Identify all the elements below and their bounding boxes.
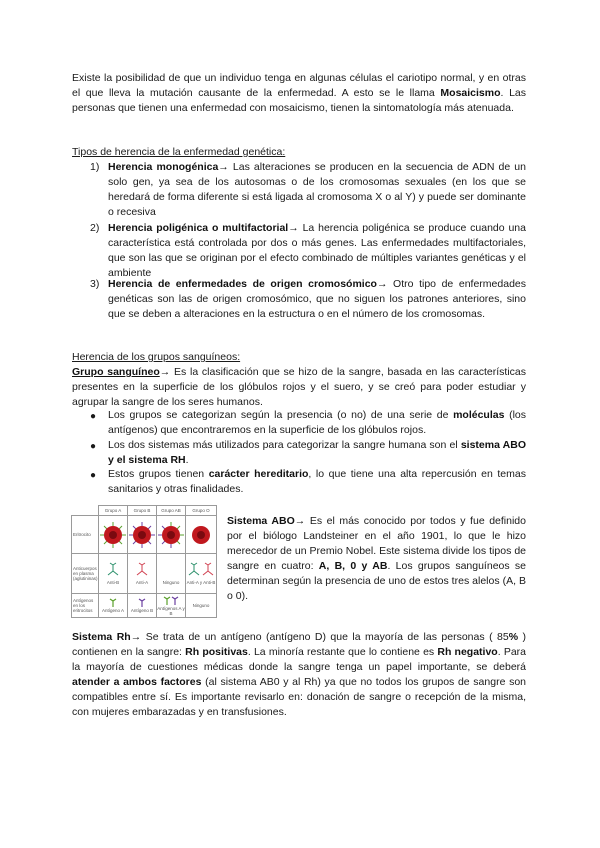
bullet-text-end: . bbox=[185, 454, 189, 466]
item-number: 2) bbox=[90, 222, 100, 234]
abo-term: Sistema ABO bbox=[227, 515, 295, 527]
rh-paragraph bbox=[72, 630, 526, 720]
abo-text: Es el más conocido por todos y fue definido por el biólogo Landsteiner en el año 1901, lo que le hizo merecedor de un Premio Nobel. Este sistema divide los tipos de sangre en cuatro: bbox=[227, 515, 526, 572]
list-item-cromosomico bbox=[108, 277, 526, 322]
cell-label: Antígenos A y B bbox=[157, 605, 185, 616]
antibody-anti-b-icon bbox=[102, 562, 124, 580]
rh-text: ) contienen en la sangre: bbox=[72, 631, 526, 658]
arrow-icon: → bbox=[294, 515, 306, 527]
erythrocyte-cell bbox=[186, 516, 217, 554]
list-item-monogenica bbox=[108, 160, 526, 220]
table-row bbox=[72, 594, 217, 618]
cell-label: Anti-B bbox=[106, 580, 120, 585]
table-header: Grupo B bbox=[128, 506, 157, 516]
rh-text: Se trata de un antígeno (antígeno D) que la mayoría de las personas ( 85 bbox=[141, 631, 509, 643]
empty-space bbox=[157, 562, 185, 580]
table-row bbox=[72, 554, 217, 594]
intro-paragraph bbox=[72, 71, 526, 116]
antigen-a-icon bbox=[108, 598, 118, 608]
antibody-anti-a-icon bbox=[131, 562, 153, 580]
bullet-term: moléculas bbox=[453, 409, 505, 421]
rh-ambos-factores: atender a ambos factores bbox=[72, 676, 202, 688]
erythrocyte-ab-icon bbox=[157, 521, 185, 549]
bullet-item bbox=[108, 408, 526, 438]
table-header: Grupo AB bbox=[157, 506, 186, 516]
tipos-heading: Tipos de herencia de la enfermedad genética: bbox=[72, 146, 286, 158]
rh-text: . Para la mayoría de cuestiones médicas donde la sangre tenga un papel importante, se deberá bbox=[72, 646, 526, 673]
table-header-row bbox=[72, 506, 217, 516]
antibody-cell bbox=[99, 554, 128, 594]
arrow-icon: → bbox=[288, 222, 299, 234]
rh-positive: Rh positivas bbox=[185, 646, 248, 658]
rh-term: Sistema Rh bbox=[72, 631, 131, 643]
item-text: Otro tipo de enfermedades genéticas son las de origen cromosómico, que no siguen los patrones anteriores, sino que se deben a alteraciones en la estructura o en el número de los cromosomas. bbox=[108, 278, 526, 320]
antibody-cell bbox=[128, 554, 157, 594]
bullet-icon: ● bbox=[90, 470, 97, 481]
rh-text-end: (al sistema AB0 y al Rh) ya que no todos los grupos de sangre son compatibles entre sí. Es importante revisarlo en: donación de sangre o recepción de la misma, con mujeres embarazadas y en transfusiones. bbox=[72, 676, 526, 718]
antigen-cell bbox=[186, 594, 217, 618]
antigen-ab-icon bbox=[162, 596, 180, 606]
grupos-paragraph bbox=[72, 365, 526, 410]
bullet-term: carácter hereditario bbox=[208, 468, 309, 480]
item-number: 3) bbox=[90, 278, 100, 290]
cell-label: Ninguno bbox=[192, 603, 210, 608]
erythrocyte-o-icon bbox=[187, 521, 215, 549]
abo-groups: A, B, 0 y AB bbox=[318, 560, 388, 572]
abo-text-end: . Los grupos sanguíneos se determinan según la presencia de uno de estos tres alelos (A, B o 0). bbox=[227, 560, 527, 602]
erythrocyte-a-icon bbox=[99, 521, 127, 549]
rh-text: . La minoría restante que lo contiene es bbox=[247, 646, 438, 658]
bullet-text-end: (los antígenos) que encontraremos en la superficie de los glóbulos rojos. bbox=[108, 409, 526, 436]
intro-text-end: . Las personas que tienen una enfermedad con mosaicismo, tienen la sintomatología más atenuada. bbox=[72, 87, 526, 114]
erythrocyte-cell bbox=[128, 516, 157, 554]
table-header: Grupo A bbox=[99, 506, 128, 516]
erythrocyte-cell bbox=[157, 516, 186, 554]
arrow-icon: → bbox=[218, 161, 229, 173]
row-label: Anticuerpos en plasma (aglutininas) bbox=[72, 554, 99, 594]
item-text: La herencia poligénica se produce cuando una característica está controlada por dos o más genes. Las enfermedades multifactoriales, que son las que se originan por el efecto combinado de múltiples variantes genéticas y el ambiente bbox=[108, 222, 526, 279]
rh-percent: % bbox=[508, 631, 519, 643]
mosaicismo-term: Mosaicismo bbox=[440, 87, 501, 99]
antigen-cell bbox=[128, 594, 157, 618]
item-term: Herencia poligénica o multifactorial bbox=[108, 222, 289, 234]
bullet-term: sistema ABO y el sistema RH bbox=[108, 439, 526, 466]
antibody-anti-ab-icon bbox=[186, 562, 216, 580]
grupos-text: Es la clasificación que se hizo de la sangre, basada en las características presentes en la superficie de los glóbulos rojos y el suero, y se creó para poder estudiar y agrupar la sangre de los seres humanos. bbox=[72, 366, 526, 408]
bullet-text: Estos grupos tienen bbox=[108, 468, 209, 480]
bullet-text-end: , lo que tiene una alta repercusión en temas sanitarios y otras finalidades. bbox=[108, 468, 526, 495]
item-number: 1) bbox=[90, 161, 100, 173]
antibody-cell bbox=[186, 554, 217, 594]
arrow-icon: → bbox=[130, 631, 142, 643]
list-item-poligenica bbox=[108, 221, 526, 281]
blood-group-table bbox=[71, 505, 217, 618]
antibody-cell bbox=[157, 554, 186, 594]
cell-label: Antígeno B bbox=[130, 608, 154, 613]
table-row bbox=[72, 516, 217, 554]
grupo-sanguineo-term: Grupo sanguíneo bbox=[72, 366, 160, 378]
arrow-icon: → bbox=[376, 278, 388, 290]
bullet-text: Los dos sistemas más utilizados para categorizar la sangre humana son el bbox=[108, 439, 461, 451]
item-term: Herencia de enfermedades de origen cromosómico bbox=[108, 278, 377, 290]
item-text: Las alteraciones se producen en la secuencia de ADN de un solo gen, ya sea de los autosomas o de los cromosomas sexuales (en los que se heredará de forma diferente si está ligada al cromosoma X o al Y) y puede ser dominante o recesiva bbox=[108, 161, 526, 218]
antigen-cell bbox=[157, 594, 186, 618]
bullet-text: Los grupos se categorizan según la presencia (o no) de una serie de bbox=[108, 409, 454, 421]
cell-label: Anti-A y Anti-B bbox=[186, 580, 216, 585]
item-term: Herencia monogénica bbox=[108, 161, 219, 173]
table-corner bbox=[72, 506, 99, 516]
intro-text: Existe la posibilidad de que un individuo tenga en algunas células el cariotipo normal, y en otras el que lleva la mutación causante de la enfermedad. A esto se le llama bbox=[72, 72, 526, 99]
rh-negative: Rh negativo bbox=[437, 646, 498, 658]
antigen-b-icon bbox=[137, 598, 147, 608]
erythrocyte-b-icon bbox=[128, 521, 156, 549]
cell-label: Ninguno bbox=[162, 580, 180, 585]
bullet-item bbox=[108, 438, 526, 468]
antigen-cell bbox=[99, 594, 128, 618]
cell-label: Antígeno A bbox=[101, 608, 125, 613]
cell-label: Anti-A bbox=[135, 580, 149, 585]
table-header: Grupo O bbox=[186, 506, 217, 516]
bullet-icon: ● bbox=[90, 441, 97, 452]
bullet-item bbox=[108, 467, 526, 497]
erythrocyte-cell bbox=[99, 516, 128, 554]
abo-paragraph bbox=[227, 514, 526, 604]
row-label: Eritrocito bbox=[72, 516, 99, 554]
bullet-icon: ● bbox=[90, 411, 97, 422]
grupos-heading: Herencia de los grupos sanguíneos: bbox=[72, 351, 241, 363]
row-label: Antígenos en los eritrocitos bbox=[72, 594, 99, 618]
arrow-icon: → bbox=[159, 366, 171, 378]
